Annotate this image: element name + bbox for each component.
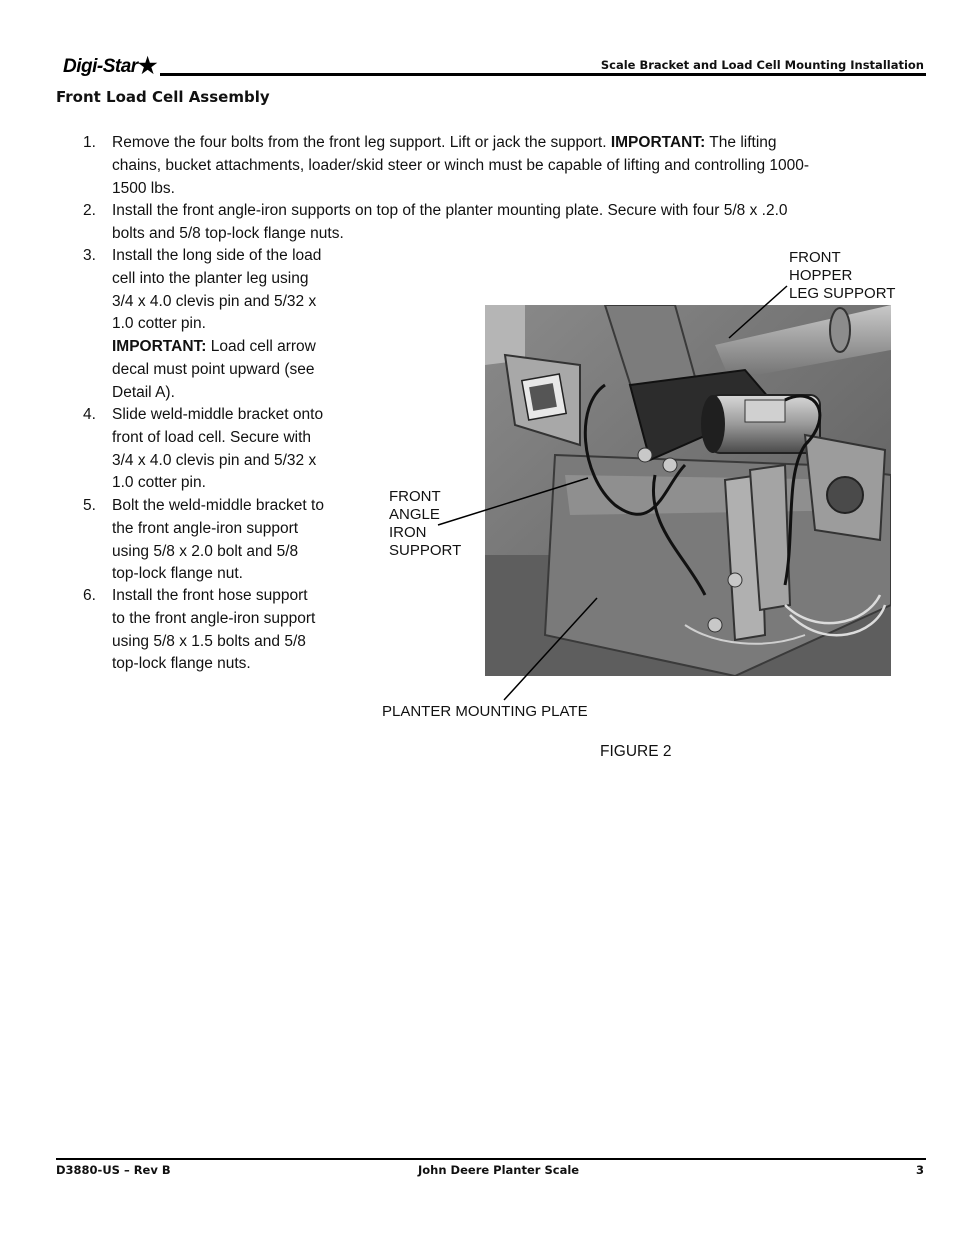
callout-line: FRONT	[789, 249, 841, 266]
pointer-mounting-plate	[504, 598, 597, 700]
header-title: Scale Bracket and Load Cell Mounting Installation	[600, 58, 924, 72]
step-line: Install the front angle-iron supports on top of the planter mounting plate. Secure with four 5/8 x .2.0	[112, 202, 788, 219]
callout-line: IRON	[389, 524, 427, 541]
step-line: bolts and 5/8 top-lock flange nuts.	[112, 224, 344, 242]
callout-line: ANGLE	[389, 506, 440, 523]
section-title: Front Load Cell Assembly	[56, 88, 270, 106]
step-number: 6.	[83, 587, 96, 604]
step-line: Detail A).	[112, 383, 175, 401]
step-line: Install the long side of the load	[112, 247, 322, 264]
step-line: Load cell arrow	[210, 338, 316, 356]
important-label: IMPORTANT:	[112, 338, 207, 356]
step-number: 5.	[83, 497, 96, 514]
step-line: 1.0 cotter pin.	[112, 315, 206, 333]
callout-line: LEG SUPPORT	[789, 285, 896, 302]
step-line: to the front angle-iron support	[112, 609, 316, 627]
step-line: The lifting	[705, 134, 777, 151]
step-line: 1500 lbs.	[112, 179, 175, 197]
step-line: Remove the four bolts from the front leg support. Lift or jack the support.	[112, 134, 607, 151]
callout-line: SUPPORT	[389, 542, 462, 559]
callout-planter-mounting-plate: PLANTER MOUNTING PLATE	[382, 703, 588, 720]
step-line: 1.0 cotter pin.	[112, 474, 206, 492]
footer-page-number: 3	[915, 1163, 924, 1177]
figure-label: FIGURE 2	[600, 743, 672, 760]
step-number: 1.	[83, 134, 96, 151]
step-line: top-lock flange nuts.	[112, 655, 251, 673]
step-line: Slide weld-middle bracket onto	[112, 406, 324, 423]
important-label: IMPORTANT:	[610, 134, 706, 151]
pointer-hopper	[729, 286, 787, 338]
step-number: 4.	[83, 406, 96, 423]
footer-doc-id: D3880-US – Rev B	[56, 1163, 171, 1177]
callout-line: HOPPER	[789, 267, 853, 284]
step-number: 2.	[83, 202, 96, 219]
step-line: using 5/8 x 2.0 bolt and 5/8	[112, 542, 299, 560]
step-line: 3/4 x 4.0 clevis pin and 5/32 x	[112, 292, 317, 310]
pointer-angle-iron	[438, 478, 588, 525]
step-line: chains, bucket attachments, loader/skid steer or winch must be capable of lifting and controlling 1000-	[112, 156, 810, 174]
step-line: Install the front hose support	[112, 587, 308, 604]
footer-rule	[56, 1158, 926, 1160]
step-line: the front angle-iron support	[112, 519, 299, 537]
step-line: top-lock flange nut.	[112, 565, 243, 583]
step-line: cell into the planter leg using	[112, 269, 309, 287]
step-line: using 5/8 x 1.5 bolts and 5/8	[112, 632, 306, 650]
step-line: decal must point upward (see	[112, 360, 315, 378]
step-number: 3.	[83, 247, 96, 264]
step-line: 3/4 x 4.0 clevis pin and 5/32 x	[112, 451, 317, 469]
logo-text: Digi-Star	[63, 56, 138, 77]
callout-line: FRONT	[389, 488, 441, 505]
step-line: Bolt the weld-middle bracket to	[112, 497, 324, 514]
star-icon: ★	[137, 53, 157, 78]
step-line: front of load cell. Secure with	[112, 428, 312, 446]
footer-title: John Deere Planter Scale	[418, 1163, 580, 1177]
